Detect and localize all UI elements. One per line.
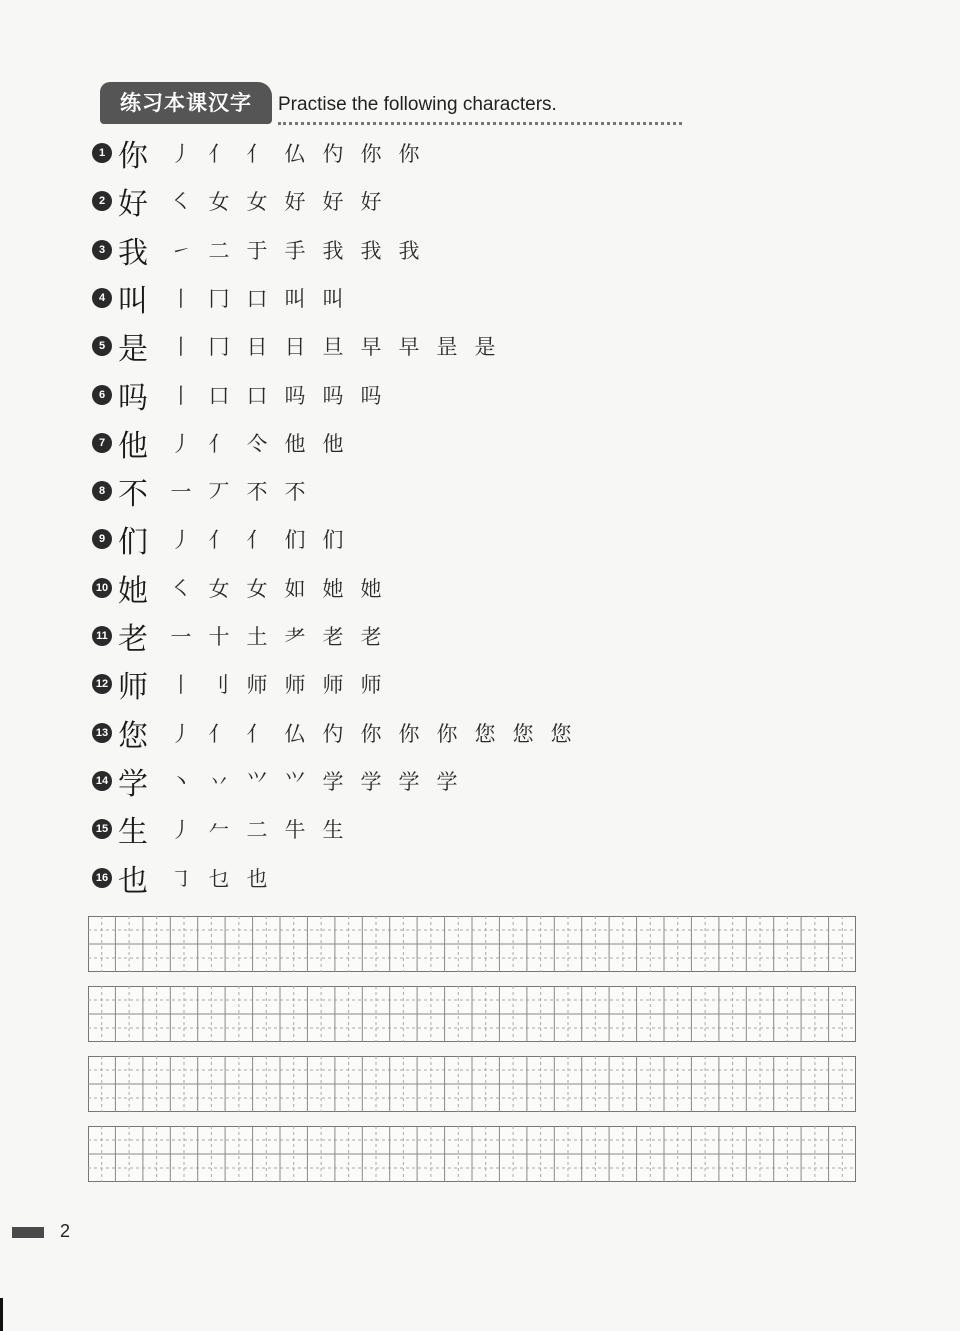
stroke-step: 二 <box>246 818 268 843</box>
practice-grid-block[interactable] <box>88 1056 856 1112</box>
stroke-step: 你 <box>398 721 420 746</box>
row-number-badge: 12 <box>92 674 112 694</box>
stroke-step: 仒 <box>246 431 268 456</box>
stroke-step: 吗 <box>322 383 344 408</box>
practice-grid-block[interactable] <box>88 1126 856 1182</box>
stroke-step: 学 <box>360 769 382 794</box>
row-number-badge: 4 <box>92 288 112 308</box>
page-number: 2 <box>60 1221 71 1241</box>
stroke-row <box>92 566 390 610</box>
stroke-step: 师 <box>360 673 382 698</box>
stroke-row <box>92 421 352 465</box>
stroke-row <box>92 662 390 706</box>
target-character: 们 <box>118 525 148 561</box>
exercise-badge: 练习本课汉字 <box>100 82 272 124</box>
stroke-step: 您 <box>474 721 496 746</box>
target-character: 吗 <box>118 380 148 416</box>
stroke-step: 仏 <box>284 721 306 746</box>
row-number-badge: 11 <box>92 626 112 646</box>
stroke-step: 您 <box>512 721 534 746</box>
stroke-step: 丿 <box>170 431 192 456</box>
row-number-badge: 5 <box>92 336 112 356</box>
stroke-row <box>92 759 466 803</box>
target-character: 不 <box>118 477 148 513</box>
stroke-step: 好 <box>360 190 382 215</box>
practice-grid-block[interactable] <box>88 986 856 1042</box>
stroke-step: 亻 <box>208 142 230 166</box>
target-character: 好 <box>118 187 148 223</box>
practice-grid-block[interactable] <box>88 916 856 972</box>
stroke-step: 丨 <box>170 335 192 360</box>
target-character: 也 <box>118 863 148 899</box>
stroke-step: 二 <box>208 238 230 263</box>
target-character: 我 <box>118 235 148 271</box>
stroke-step: 女 <box>246 190 268 215</box>
stroke-step: 好 <box>284 190 306 215</box>
stroke-step: 丆 <box>208 480 230 505</box>
target-character: 她 <box>118 573 148 609</box>
stroke-step: 学 <box>398 769 420 794</box>
stroke-row <box>92 373 390 417</box>
stroke-step: 您 <box>550 721 572 746</box>
stroke-row <box>92 807 352 851</box>
stroke-step: 她 <box>322 576 344 601</box>
stroke-step: 也 <box>246 866 268 891</box>
stroke-step: 我 <box>322 238 344 263</box>
row-number-badge: 1 <box>92 143 112 163</box>
stroke-step: 师 <box>284 673 306 698</box>
stroke-step: 女 <box>246 576 268 601</box>
stroke-row <box>92 469 314 513</box>
stroke-step: 日 <box>284 335 306 360</box>
stroke-step: ㇛ <box>170 576 192 601</box>
target-character: 生 <box>118 815 148 851</box>
target-character: 您 <box>118 718 148 754</box>
row-number-badge: 7 <box>92 433 112 453</box>
stroke-row <box>92 228 428 272</box>
stroke-row <box>92 324 504 368</box>
stroke-step: 女 <box>208 576 230 601</box>
stroke-row <box>92 614 390 658</box>
row-number-badge: 3 <box>92 240 112 260</box>
stroke-step: 一 <box>170 480 192 505</box>
stroke-step: 亻 <box>246 142 268 166</box>
target-character: 叫 <box>118 283 148 319</box>
stroke-step: 女 <box>208 190 230 215</box>
row-number-badge: 9 <box>92 529 112 549</box>
stroke-step: 叫 <box>284 286 306 311</box>
stroke-step: 昰 <box>436 335 458 360</box>
stroke-step: ⺍ <box>284 769 306 794</box>
stroke-step: 十 <box>208 625 230 649</box>
dotted-underline <box>278 122 682 125</box>
stroke-step: 亻 <box>246 528 268 553</box>
target-character: 学 <box>118 766 148 802</box>
stroke-row <box>92 276 352 320</box>
stroke-step: 好 <box>322 190 344 215</box>
stroke-step: 丿 <box>170 528 192 553</box>
stroke-step: 亻 <box>208 528 230 553</box>
stroke-step: 们 <box>284 528 306 553</box>
stroke-step: 仢 <box>322 142 344 166</box>
stroke-step: 她 <box>360 576 382 601</box>
stroke-step: 丿 <box>170 818 192 843</box>
stroke-step: 𠂉 <box>208 818 230 843</box>
stroke-row <box>92 711 580 755</box>
stroke-step: 丨 <box>170 383 192 408</box>
stroke-step: 丿 <box>170 142 192 166</box>
stroke-step: 你 <box>436 721 458 746</box>
stroke-step: 土 <box>246 625 268 649</box>
stroke-step: ㇀ <box>170 238 192 263</box>
row-number-badge: 10 <box>92 578 112 598</box>
stroke-step: 们 <box>322 528 344 553</box>
stroke-step: 口 <box>246 286 268 311</box>
stroke-step: 乜 <box>208 866 230 891</box>
stroke-step: 吗 <box>284 383 306 408</box>
stroke-step: 一 <box>170 625 192 649</box>
stroke-step: 日 <box>246 335 268 360</box>
stroke-step: 刂 <box>208 673 230 698</box>
stroke-step: 口 <box>208 383 230 408</box>
stroke-step: 他 <box>322 431 344 456</box>
row-number-badge: 16 <box>92 868 112 888</box>
row-number-badge: 13 <box>92 723 112 743</box>
stroke-step: 仢 <box>322 721 344 746</box>
stroke-step: 早 <box>360 335 382 360</box>
target-character: 他 <box>118 428 148 464</box>
stroke-step: 如 <box>284 576 306 601</box>
stroke-step: 耂 <box>284 625 306 649</box>
stroke-step: 亻 <box>246 721 268 746</box>
stroke-step: 丿 <box>170 721 192 746</box>
stroke-row <box>92 856 276 900</box>
row-number-badge: 8 <box>92 481 112 501</box>
stroke-step: 你 <box>360 142 382 166</box>
stroke-step: 亻 <box>208 721 230 746</box>
stroke-step: ⺍ <box>246 769 268 794</box>
stroke-step: 生 <box>322 818 344 843</box>
stroke-step: 师 <box>322 673 344 698</box>
stroke-step: 牛 <box>284 818 306 843</box>
stroke-row <box>92 517 352 561</box>
stroke-step: 学 <box>436 769 458 794</box>
stroke-step: 叫 <box>322 286 344 311</box>
stroke-step: 早 <box>398 335 420 360</box>
stroke-step: 吗 <box>360 383 382 408</box>
stroke-step: 不 <box>284 480 306 505</box>
stroke-step: 手 <box>284 238 306 263</box>
stroke-step: 于 <box>246 238 268 263</box>
stroke-step: ㇆ <box>170 866 192 891</box>
stroke-row <box>92 179 390 223</box>
row-number-badge: 14 <box>92 771 112 791</box>
stroke-step: 你 <box>398 142 420 166</box>
target-character: 老 <box>118 622 148 657</box>
scan-edge <box>0 1298 3 1331</box>
stroke-step: 你 <box>360 721 382 746</box>
stroke-step: 是 <box>474 335 496 360</box>
row-number-badge: 2 <box>92 191 112 211</box>
stroke-step: 老 <box>322 625 344 649</box>
stroke-step: 亻 <box>208 431 230 456</box>
stroke-step: 老 <box>360 625 382 649</box>
stroke-step: 冂 <box>208 286 230 311</box>
target-character: 师 <box>118 670 148 706</box>
target-character: 你 <box>118 139 148 174</box>
stroke-step: 我 <box>360 238 382 263</box>
stroke-row <box>92 131 428 175</box>
stroke-step: 旦 <box>322 335 344 360</box>
exercise-instruction: Practise the following characters. <box>278 94 557 115</box>
stroke-step: 口 <box>246 383 268 408</box>
stroke-step: 他 <box>284 431 306 456</box>
target-character: 是 <box>118 332 148 368</box>
stroke-step: 仏 <box>284 142 306 166</box>
stroke-step: 丶 <box>170 769 192 794</box>
row-number-badge: 15 <box>92 819 112 839</box>
stroke-step: 丷 <box>208 769 230 794</box>
stroke-step: 不 <box>246 480 268 505</box>
stroke-step: 丨 <box>170 286 192 311</box>
stroke-step: 学 <box>322 769 344 794</box>
footer-bar <box>12 1227 44 1238</box>
row-number-badge: 6 <box>92 385 112 405</box>
stroke-step: 我 <box>398 238 420 263</box>
stroke-step: 师 <box>246 673 268 698</box>
stroke-step: 冂 <box>208 335 230 360</box>
stroke-step: ㇛ <box>170 190 192 215</box>
stroke-step: 丨 <box>170 673 192 698</box>
